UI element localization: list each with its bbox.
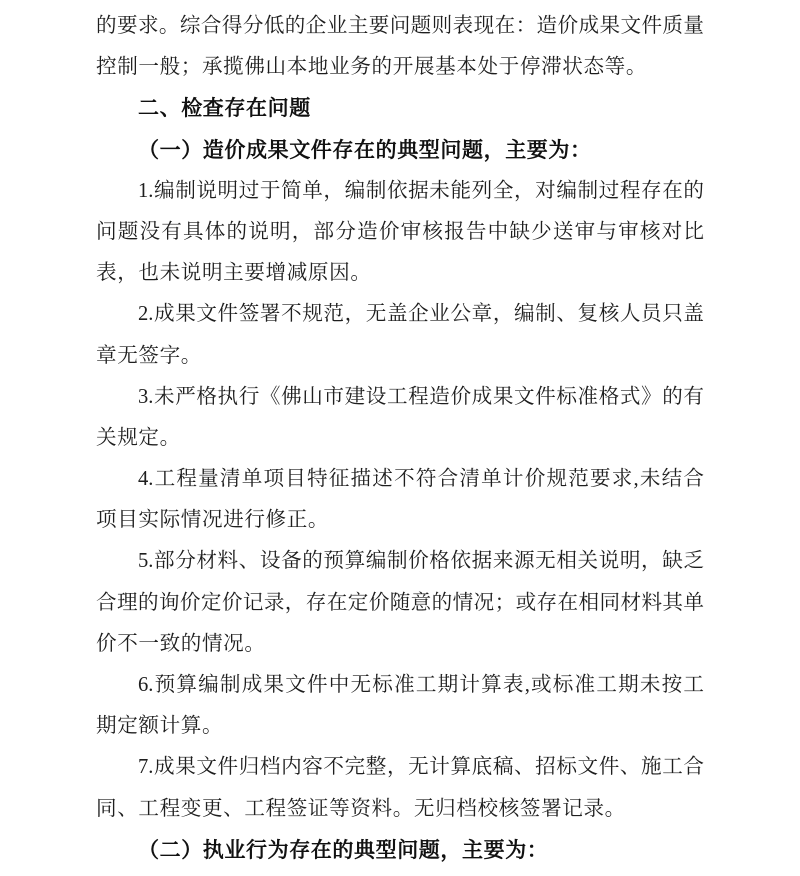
subsection-heading-text: （一）造价成果文件存在的典型问题，主要为：	[138, 137, 592, 162]
text-line: 7.成果文件归档内容不完整，无计算底稿、招标文件、施工合	[138, 756, 704, 779]
numbered-item-6	[96, 665, 704, 747]
text-line: 控制一般；承揽佛山本地业务的开展基本处于停滞状态等。	[96, 56, 648, 79]
numbered-item-3	[96, 377, 704, 459]
text-line: 问题没有具体的说明，部分造价审核报告中缺少送审与审核对比	[96, 220, 704, 243]
section-heading-text: 二、检查存在问题	[138, 97, 311, 121]
text-line: 关规定。	[96, 426, 181, 449]
text-line: 的要求。综合得分低的企业主要问题则表现在：造价成果文件质量	[96, 15, 704, 37]
text-line: 3.未严格执行《佛山市建设工程造价成果文件标准格式》的有	[138, 385, 704, 408]
text-line: 同、工程变更、工程签证等资料。无归档校核签署记录。	[96, 797, 626, 820]
text-line: 合理的询价定价记录，存在定价随意的情况；或存在相同材料其单	[96, 591, 704, 614]
text-line: 1.编制说明过于简单，编制依据未能列全，对编制过程存在的	[138, 179, 704, 202]
text-line: 5.部分材料、设备的预算编制价格依据来源无相关说明，缺乏	[138, 550, 704, 573]
text-line: 章无签字。	[96, 344, 202, 367]
paragraph-intro-continuation	[96, 6, 704, 88]
numbered-item-7	[96, 747, 704, 829]
section-heading	[96, 88, 704, 129]
numbered-item-2	[96, 294, 704, 376]
text-line: 6.预算编制成果文件中无标准工期计算表,或标准工期未按工	[138, 674, 704, 696]
text-line: 4.工程量清单项目特征描述不符合清单计价规范要求,未结合	[138, 468, 704, 491]
text-line: 价不一致的情况。	[96, 632, 266, 655]
subsection-heading-2	[96, 830, 704, 871]
numbered-item-1	[96, 171, 704, 295]
text-line: 项目实际情况进行修正。	[96, 509, 330, 532]
text-line: 期定额计算。	[96, 715, 224, 738]
numbered-item-5	[96, 541, 704, 665]
subsection-heading-1	[96, 130, 704, 171]
subsection-heading-text: （二）执业行为存在的典型问题，主要为：	[138, 837, 549, 862]
text-line: 2.成果文件签署不规范，无盖企业公章，编制、复核人员只盖	[138, 303, 704, 326]
numbered-item-4	[96, 459, 704, 541]
text-line: 表，也未说明主要增减原因。	[96, 262, 372, 285]
